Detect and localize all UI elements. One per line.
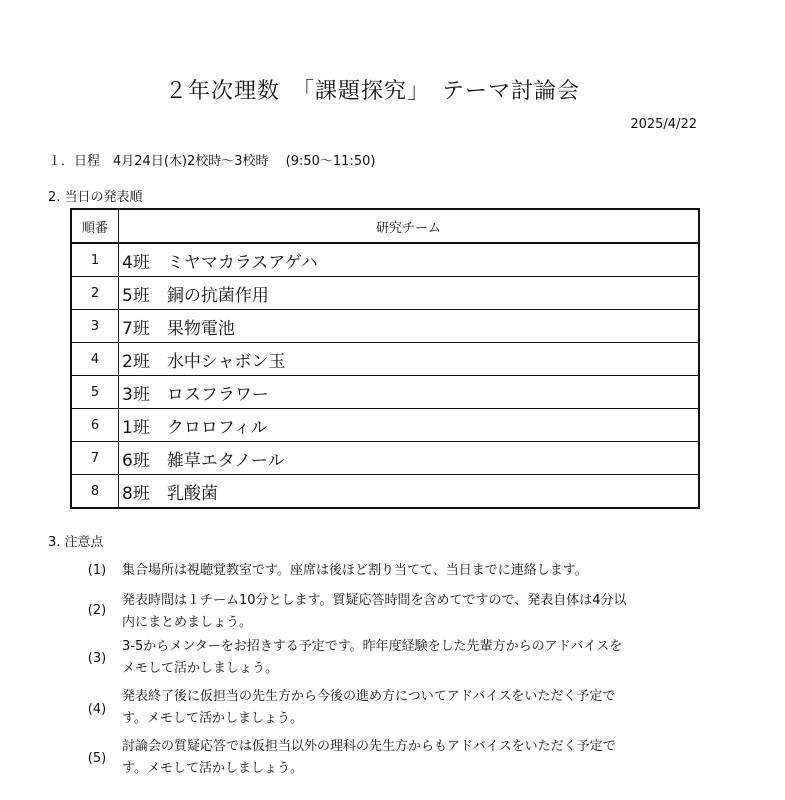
note-text — [122, 590, 697, 634]
note-text — [122, 636, 697, 680]
note-line: 討論会の質疑応答では仮担当以外の理科の先生方からもアドバイスをいただく予定で — [122, 739, 616, 754]
team-name: 3班 ロスフラワー — [119, 376, 700, 409]
column-header-team: 研究チーム — [119, 209, 700, 243]
table-header-row — [71, 209, 699, 243]
order-number: 8 — [71, 475, 119, 509]
note-text — [122, 686, 697, 730]
column-header-order: 順番 — [71, 209, 119, 243]
table-row — [71, 409, 699, 442]
table-row — [71, 277, 699, 310]
order-number: 4 — [71, 343, 119, 376]
team-name: 5班 銅の抗菌作用 — [119, 277, 700, 310]
table-row — [71, 442, 699, 475]
team-name: 6班 雑草エタノール — [119, 442, 700, 475]
note-line: 発表時間は１チーム10分とします。質疑応答時間を含めてですので、発表自体は4分以 — [122, 593, 627, 608]
note-number: (4) — [87, 702, 107, 717]
note-line: 発表終了後に仮担当の先生方から今後の進め方についてアドバイスをいただく予定で — [122, 689, 616, 704]
note-line: 3-5からメンターをお招きする予定です。昨年度経験をした先輩方からのアドバイスを — [122, 639, 623, 654]
order-number: 7 — [71, 442, 119, 475]
note-number: (5) — [87, 751, 107, 766]
document-date: 2025/4/22 — [630, 117, 697, 132]
order-number: 5 — [71, 376, 119, 409]
order-heading: 2. 当日の発表順 — [48, 190, 143, 205]
order-number: 3 — [71, 310, 119, 343]
note-number: (3) — [87, 651, 107, 666]
table-row — [71, 376, 699, 409]
note-text — [122, 736, 697, 780]
schedule-line: １．日程 4月24日(木)2校時～3校時 (9:50～11:50) — [48, 154, 376, 169]
order-number: 2 — [71, 277, 119, 310]
team-name: 7班 果物電池 — [119, 310, 700, 343]
table-row — [71, 310, 699, 343]
page-title: ２年次理数 「課題探究」 テーマ討論会 — [164, 79, 580, 104]
note-line: す。メモして活かしましょう。 — [122, 711, 303, 726]
order-number: 6 — [71, 409, 119, 442]
note-number: (2) — [87, 603, 107, 618]
note-line: 内にまとめましょう。 — [122, 615, 253, 630]
note-line: メモして活かしましょう。 — [122, 661, 279, 676]
table-row — [71, 475, 699, 509]
note-line: 集合場所は視聴覚教室です。座席は後ほど割り当てて、当日までに連絡します。 — [122, 563, 588, 578]
presentation-order-table — [70, 208, 700, 509]
table-row — [71, 243, 699, 277]
team-name: 8班 乳酸菌 — [119, 475, 700, 509]
note-line: す。メモして活かしましょう。 — [122, 761, 303, 776]
team-name: 4班 ミヤマカラスアゲハ — [119, 243, 700, 277]
team-name: 1班 クロロフィル — [119, 409, 700, 442]
order-number: 1 — [71, 243, 119, 277]
team-name: 2班 水中シャボン玉 — [119, 343, 700, 376]
notes-heading: 3. 注意点 — [48, 535, 104, 550]
note-number: (1) — [87, 563, 107, 578]
note-text — [122, 560, 697, 582]
table-row — [71, 343, 699, 376]
